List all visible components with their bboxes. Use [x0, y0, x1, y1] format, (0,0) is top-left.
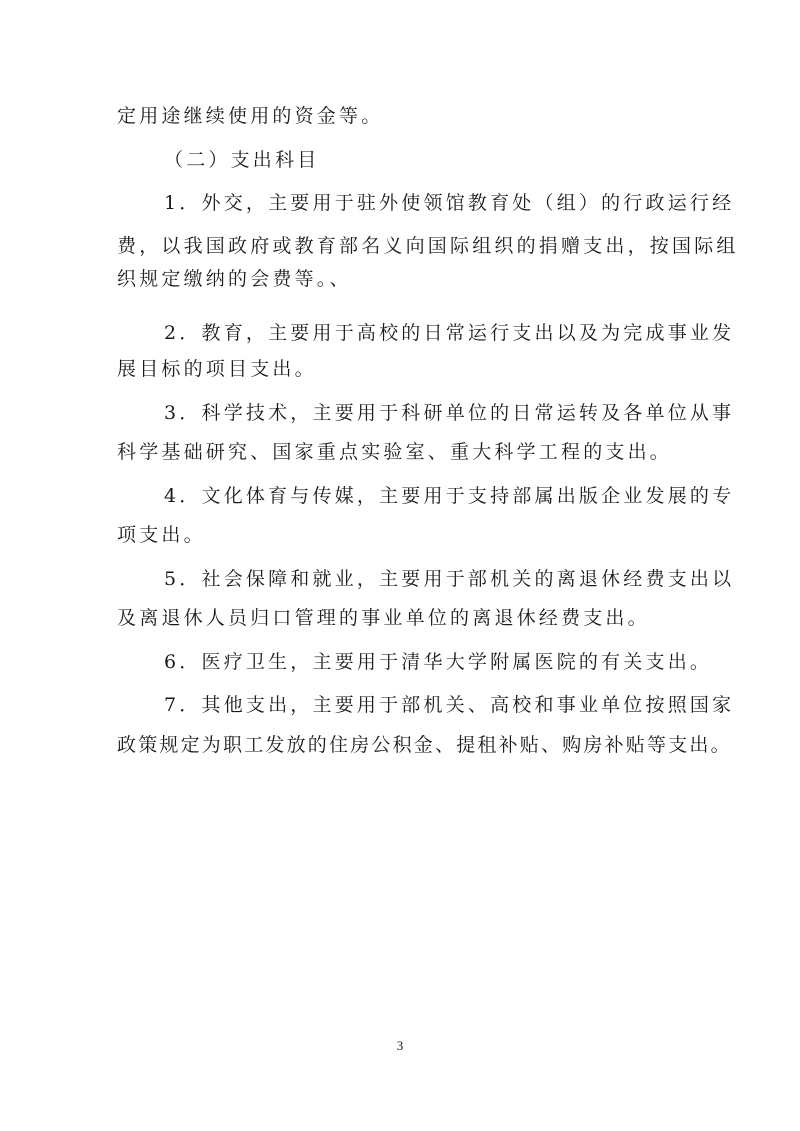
page-number: 3: [396, 1038, 404, 1053]
item-1-line-3: 织规定缴纳的会费等。、: [117, 268, 352, 290]
item-6-line-1: 6．医疗卫生，主要用于清华大学附属医院的有关支出。: [164, 651, 713, 673]
item-4-line-2: 项支出。: [117, 524, 206, 546]
item-5-line-1: 5．社会保障和就业，主要用于部机关的离退休经费支出以: [164, 568, 735, 590]
text-line-continuation: 定用途继续使用的资金等。: [117, 105, 384, 127]
item-5-line-2: 及离退休人员归口管理的事业单位的离退休经费支出。: [117, 607, 650, 629]
item-2-line-1: 2．教育，主要用于高校的日常运行支出以及为完成事业发: [164, 322, 735, 344]
item-4-line-1: 4．文化体育与传媒，主要用于支持部属出版企业发展的专: [164, 485, 735, 507]
item-7-line-1: 7．其他支出，主要用于部机关、高校和事业单位按照国家: [164, 694, 735, 716]
item-7-line-2: 政策规定为职工发放的住房公积金、提租补贴、购房补贴等支出。: [117, 734, 732, 756]
item-1-line-2: 费，以我国政府或教育部名义向国际组织的捐赠支出，按国际组: [117, 235, 739, 257]
item-2-line-2: 展目标的项目支出。: [117, 358, 317, 380]
item-1-line-1: 1．外交，主要用于驻外使领馆教育处（组）的行政运行经: [164, 192, 735, 214]
section-heading-expenditure-items: （二）支出科目: [164, 149, 320, 171]
item-3-line-2: 科学基础研究、国家重点实验室、重大科学工程的支出。: [117, 441, 673, 463]
item-3-line-1: 3．科学技术，主要用于科研单位的日常运转及各单位从事: [164, 402, 735, 424]
